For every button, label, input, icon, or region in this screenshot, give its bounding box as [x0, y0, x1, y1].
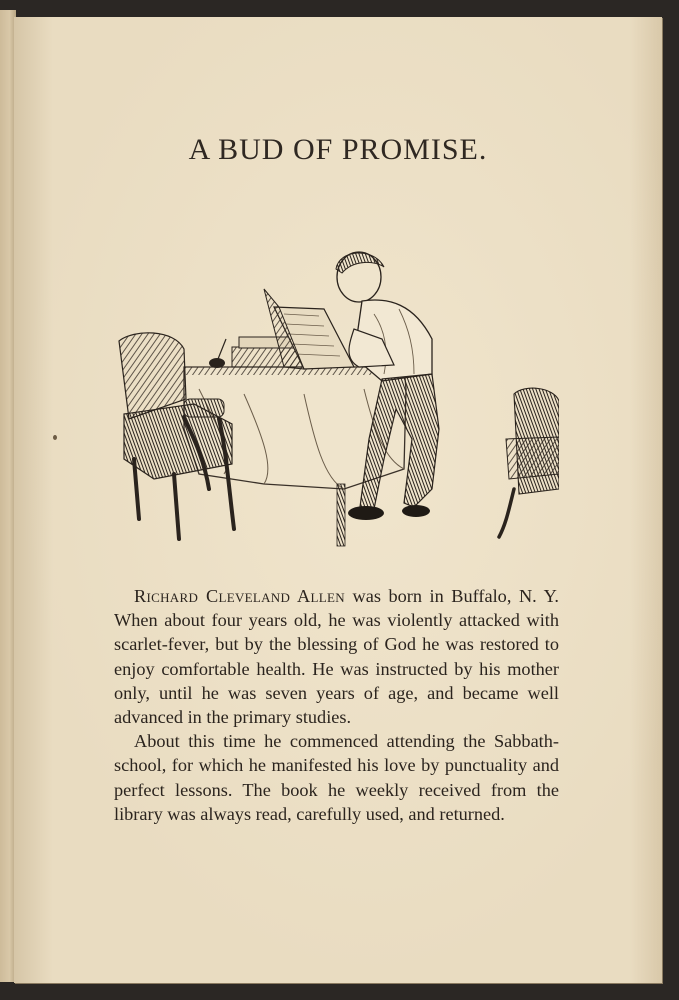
- paragraph-2: About this time he commenced attending the Sabbath-school, for which he manifested his love by punctuality and perfect lessons. The book he weekly received from the library was always read, carefully used, and returned.: [114, 731, 559, 824]
- name-lead: Richard Cleveland Allen: [134, 586, 345, 606]
- paragraph-1: [114, 584, 559, 729]
- paragraph-1-text: was born in Buffalo, N. Y. When about four years old, he was violently attacked with scarlet-fever, but by the blessing of God he was restored to enjoy comfortable health. He was instructed by his mother only, until he was seven years of age, and became well advanced in the primary studies.: [114, 586, 559, 728]
- book-page: [14, 17, 662, 983]
- page-title: A BUD OF PROMISE.: [188, 133, 488, 166]
- boy-reading-at-table-engraving-icon: [114, 189, 559, 561]
- foxing-spot: [53, 435, 57, 440]
- body-text: [114, 584, 559, 826]
